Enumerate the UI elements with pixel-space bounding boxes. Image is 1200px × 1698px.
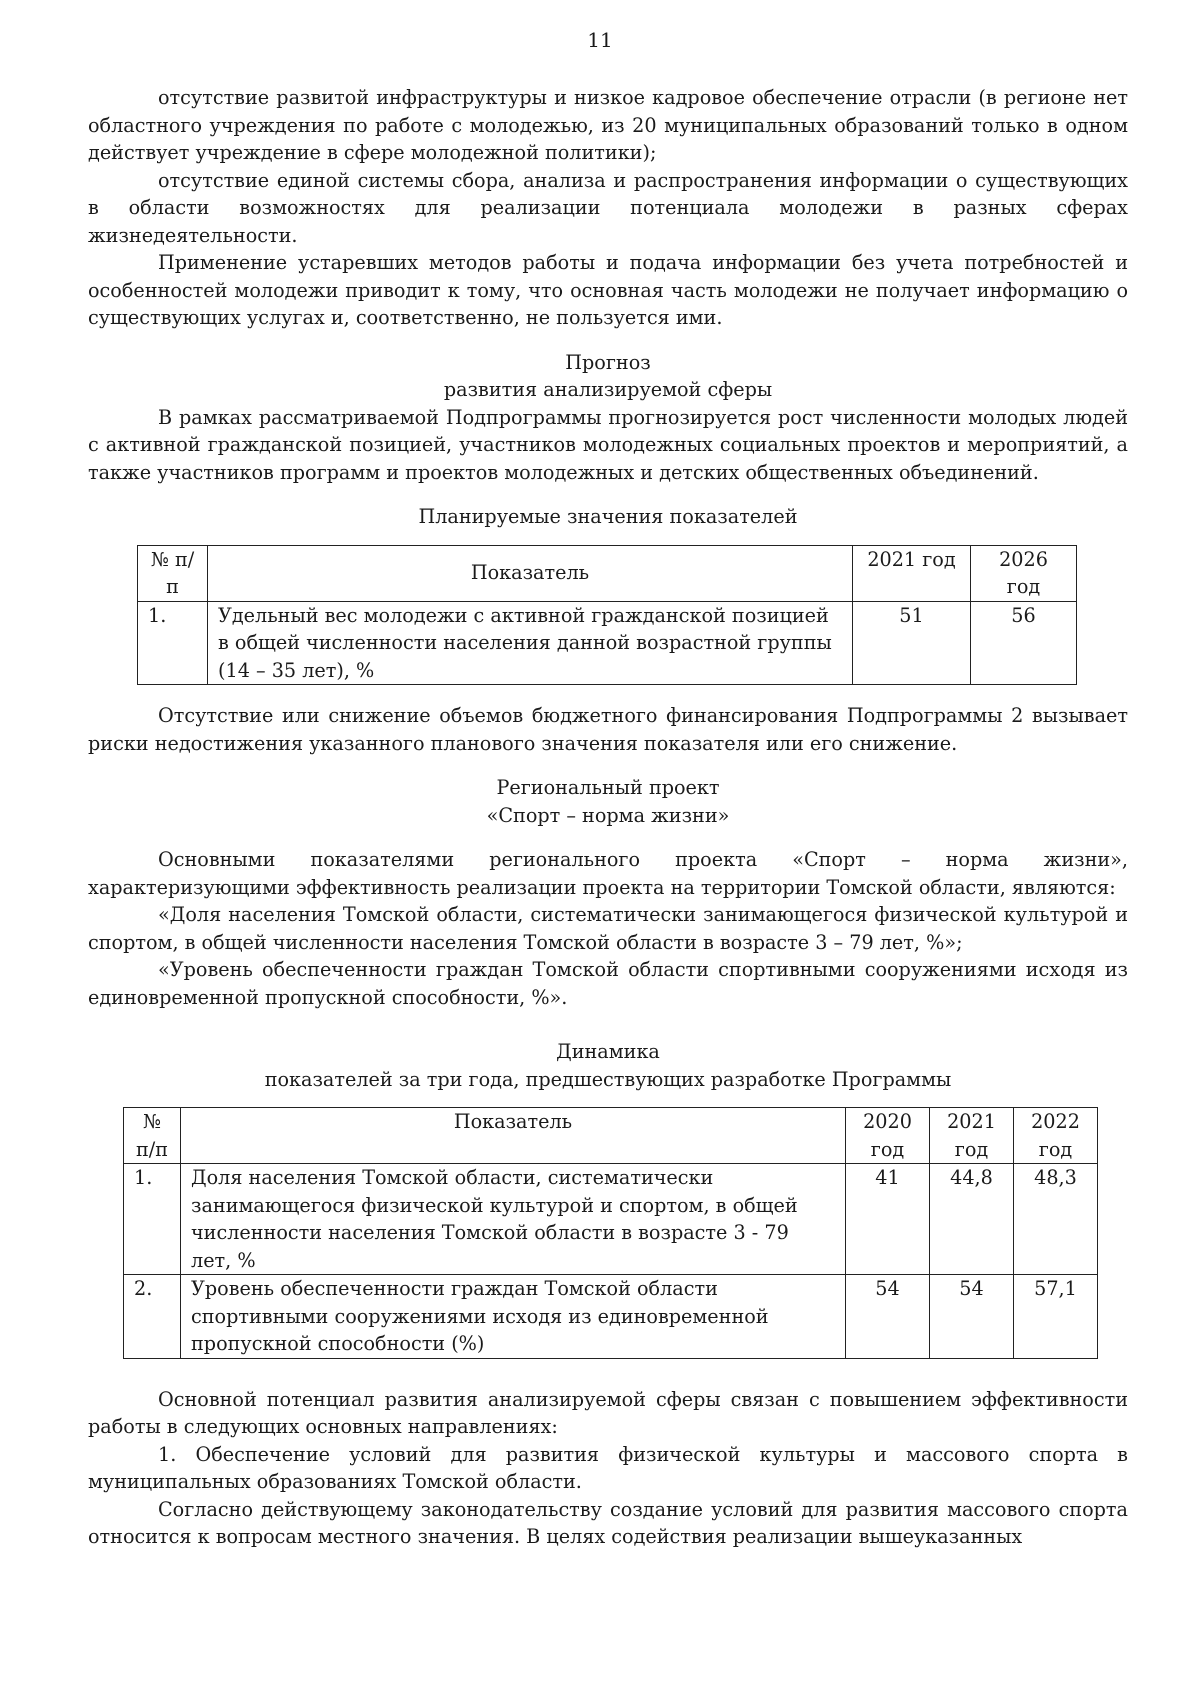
- row-indicator: Доля населения Томской области, систематически занимающегося физической культурой и спортом, в общей численности населения Томской области в возрасте 3 - 79 лет, %: [181, 1164, 846, 1275]
- planned-indicators-table: [137, 545, 1077, 686]
- header-indicator: Показатель: [181, 1108, 846, 1164]
- paragraph: отсутствие развитой инфраструктуры и низкое кадровое обеспечение отрасли (в регионе нет областного учреждения по работе с молодежью, из 20 муниципальных образований только в одном действует учреждение в сфере молодежной политики);: [88, 86, 1128, 164]
- paragraph: Применение устаревших методов работы и подача информации без учета потребностей и особенностей молодежи приводит к тому, что основная часть молодежи не получает информацию о существующих услугах и, соответственно, не пользуется ими.: [88, 251, 1128, 329]
- paragraph: В рамках рассматриваемой Подпрограммы прогнозируется рост численности молодых людей с активной гражданской позицией, участников молодежных социальных проектов и мероприятий, а также участников программ и проектов молодежных и детских общественных объединений.: [88, 405, 1128, 484]
- paragraph: Основной потенциал развития анализируемой сферы связан с повышением эффективности работы в следующих основных направлениях:: [88, 1387, 1128, 1438]
- row-value: 41: [846, 1164, 930, 1275]
- header-year: 2021 год: [853, 545, 971, 601]
- table-row: [124, 1275, 1098, 1359]
- header-num: № п/п: [138, 545, 208, 601]
- section-title: Прогноз: [565, 350, 651, 374]
- paragraph: отсутствие единой системы сбора, анализа и распространения информации о существующих в области возможностях для реализации потенциала молодежи в разных сферах жизнедеятельности.: [88, 168, 1128, 247]
- table-caption: Планируемые значения показателей: [418, 505, 798, 528]
- header-year: 2020 год: [846, 1108, 930, 1164]
- header-indicator: Показатель: [208, 545, 853, 601]
- header-year: 2022 год: [1014, 1108, 1098, 1164]
- section-subtitle: развития анализируемой сферы: [443, 378, 773, 401]
- document-body: [88, 84, 1128, 1551]
- row-indicator: Уровень обеспеченности граждан Томской области спортивными сооружениями исходя из единовременной пропускной способности (%): [181, 1275, 846, 1359]
- row-value: 54: [930, 1275, 1014, 1359]
- row-num: 2.: [124, 1275, 181, 1359]
- page-number: 11: [587, 28, 613, 52]
- paragraph: Отсутствие или снижение объемов бюджетного финансирования Подпрограммы 2 вызывает риски недостижения указанного планового значения показателя или его снижение.: [88, 704, 1128, 755]
- row-value: 48,3: [1014, 1164, 1098, 1275]
- table-caption: Динамика: [556, 1040, 660, 1063]
- row-value: 54: [846, 1275, 930, 1359]
- row-value: 44,8: [930, 1164, 1014, 1275]
- paragraph: 1. Обеспечение условий для развития физической культуры и массового спорта в муниципальных образованиях Томской области.: [88, 1442, 1128, 1493]
- row-value: 56: [971, 601, 1077, 685]
- row-value: 57,1: [1014, 1275, 1098, 1359]
- row-num: 1.: [124, 1164, 181, 1275]
- paragraph: Основными показателями регионального проекта «Спорт – норма жизни», характеризующими эффективность реализации проекта на территории Томской области, являются:: [88, 848, 1128, 899]
- header-year: 2021 год: [930, 1108, 1014, 1164]
- table-row: [124, 1164, 1098, 1275]
- table-caption: показателей за три года, предшествующих разработке Программы: [264, 1067, 952, 1091]
- paragraph: Согласно действующему законодательству создание условий для развития массового спорта относится к вопросам местного значения. В целях содействия реализации вышеуказанных: [88, 1497, 1128, 1548]
- header-num: № п/п: [124, 1108, 181, 1164]
- header-year: 2026 год: [971, 545, 1077, 601]
- dynamics-table: [123, 1107, 1098, 1359]
- section-title: Региональный проект: [496, 776, 720, 799]
- row-num: 1.: [138, 601, 208, 685]
- row-indicator: Удельный вес молодежи с активной гражданской позицией в общей численности населения данной возрастной группы (14 – 35 лет), %: [208, 601, 853, 685]
- paragraph: «Уровень обеспеченности граждан Томской области спортивными сооружениями исходя из единовременной пропускной способности, %».: [88, 958, 1128, 1009]
- paragraph: «Доля населения Томской области, систематически занимающегося физической культурой и спортом, в общей численности населения Томской области в возрасте 3 – 79 лет, %»;: [88, 903, 1128, 954]
- row-value: 51: [853, 601, 971, 685]
- table-header-row: [124, 1108, 1098, 1164]
- section-subtitle: «Спорт – норма жизни»: [486, 803, 730, 827]
- table-header-row: [138, 545, 1077, 601]
- table-row: [138, 601, 1077, 685]
